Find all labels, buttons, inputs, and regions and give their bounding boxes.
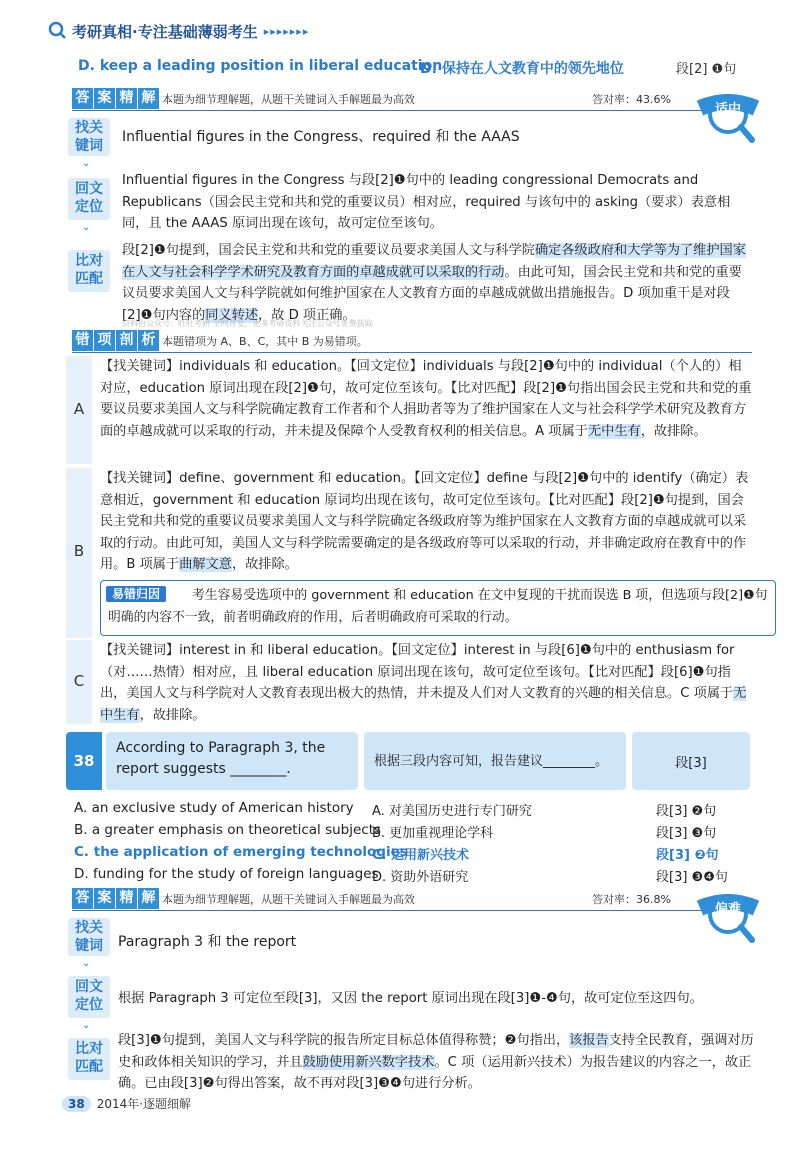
highlight: 无中生有 bbox=[587, 423, 641, 439]
option-row: D. funding for the study of foreign languages D. 资助外语研究 段[3] ❸❹句 bbox=[74, 866, 728, 885]
question-stem-en: According to Paragraph 3, the report suggests ________. bbox=[116, 740, 326, 777]
answer-analysis-bar: 答 案 精 解 bbox=[72, 888, 160, 909]
watermark-text: 资料由公众号：旺旺考研 全网首发，更多考研资料关注公众号免费获取 bbox=[122, 319, 373, 328]
page-number: 38 bbox=[62, 1096, 91, 1112]
option-row: B. a greater emphasis on theoretical subjects B. 更加重视理论学科 段[3] ❸句 bbox=[74, 822, 717, 841]
chevron-down-icon: ⌄ bbox=[82, 158, 91, 169]
step-tag-keywords: 找关键词 bbox=[68, 918, 110, 956]
option-b-analysis: 【找关键词】define、government 和 education。【回文定位】define 与段[2]❶句中的 identify（确定）表意相近，government 和 education 原词均出现在该句，故可定位至该句。【比对匹配】段[2]❶句提到，国会民主党和共和党的重要议员要求美国人文与科学院确定各级政府等为维护国家在人文教育方面的卓越成就可以采取的行动。由此可知，美国人文与科学院需要确定的是各级政府等可以采取的行动，并非确定政府在教育中的作用。B 项属于曲解文意，故排除。 bbox=[100, 471, 749, 572]
step-tag-match: 比对匹配 bbox=[68, 250, 110, 292]
step-text-match: 段[3]❶句提到，美国人文与科学院的报告所定目标总体值得称赞；❷句指出，该报告支持全民教育，强调对历史和政体相关知识的学习，并且鼓励使用新兴数字技术。C 项（运用新兴技术）为报告建议的内容之一，故正确。已由段[3]❷句得出答案，故不再对段[3]❸❹句进行分析。 bbox=[118, 1033, 754, 1091]
question-stem-cn: 根据三段内容可知，报告建议________。 bbox=[374, 754, 609, 769]
footer-title: 2014年·逐题细解 bbox=[96, 1097, 192, 1111]
prev-option-d-cn: D. 保持在人文教育中的领先地位 bbox=[420, 61, 624, 77]
step-text-keywords: Influential figures in the Congress、required 和 the AAAS bbox=[122, 129, 520, 145]
prev-option-d-en: D. keep a leading position in liberal education bbox=[78, 58, 443, 74]
divider-line bbox=[72, 910, 752, 911]
question-number: 38 bbox=[66, 732, 102, 790]
highlight: 鼓励使用新兴数字技术 bbox=[302, 1054, 435, 1070]
divider-line bbox=[72, 352, 752, 353]
step-text-locate: Influential figures in the Congress 与段[2]❶句中的 leading congressional Democrats and Republicans（国会民主党和共和党的重要议员）相对应，required 与该句中的 asking（要求）表意相同，且 the AAAS 原词出现在该句，故可定位至该句。 bbox=[122, 173, 731, 231]
option-letter-c: C bbox=[66, 640, 92, 724]
step-tag-keywords: 找关键词 bbox=[68, 118, 110, 156]
page-header bbox=[48, 18, 448, 44]
prev-option-d-ref: 段[2] ❶句 bbox=[676, 62, 737, 77]
step-text-locate: 根据 Paragraph 3 可定位至段[3]，又因 the report 原词出现在段[3]❶-❹句，故可定位至这四句。 bbox=[118, 991, 703, 1006]
highlight: 无中生有 bbox=[100, 686, 747, 723]
chevron-down-icon: ⌄ bbox=[82, 222, 91, 233]
option-letter-a: A bbox=[66, 356, 92, 464]
step-text-keywords: Paragraph 3 和 the report bbox=[118, 934, 297, 950]
option-row: A. an exclusive study of American history A. 对美国历史进行专门研究 段[3] ❷句 bbox=[74, 800, 717, 819]
search-icon bbox=[48, 21, 68, 41]
step-tag-match: 比对匹配 bbox=[68, 1038, 110, 1080]
option-row-correct: C. the application of emerging technologies C. 运用新兴技术 段[3] ❷句 bbox=[74, 844, 719, 863]
chevron-down-icon: ⌄ bbox=[82, 958, 91, 969]
error-cause-text: 考生容易受选项中的 government 和 education 在文中复现的干扰而误选 B 项，但选项与段[2]❶句明确的内容不一致，前者明确政府的作用，后者明确政府可采取的行动。 bbox=[108, 588, 768, 625]
step-text-match: 段[2]❶句提到，国会民主党和共和党的重要议员要求美国人文与科学院确定各级政府和大学等为了维护国家在人文与社会科学学术研究及教育方面的卓越成就可以采取的行动。由此可知，国会民主党和共和党的重要议员要求美国人文与科学院就如何维护国家在人文教育方面的卓越成就做出措施报告。D 项加重干是对段[2]❶句内容的同义转述，故 D 项正确。 bbox=[122, 243, 746, 323]
option-c-analysis: 【找关键词】interest in 和 liberal education。【回文定位】interest in 与段[6]❶句中的 enthusiasm for（对……热情）相对应，且 liberal education 原词出现在该句，故可定位至该句。【比对匹配】段[6]❶句指出，美国人文与科学院对人文教育表现出极大的热情，并未提及人们对人文教育的兴趣的相关信息。C 项属于无中生有，故排除。 bbox=[100, 643, 747, 723]
option-letter-b: B bbox=[66, 468, 92, 638]
analysis-note: 本题为细节理解题，从题干关键词入手解题最为高效 bbox=[162, 893, 415, 906]
brand-title: 考研真相·专注基础薄弱考生 bbox=[72, 22, 258, 41]
highlight: 确定各级政府和大学等为了维护国家在人文与社会科学学术研究及教育方面的卓越成就可以采取的行动 bbox=[122, 243, 746, 280]
page-footer bbox=[62, 1095, 191, 1112]
accuracy-rate: 答对率：43.6% bbox=[592, 93, 671, 106]
analysis-note: 本题为细节理解题，从题干关键词入手解题最为高效 bbox=[162, 93, 415, 106]
accuracy-rate: 答对率：36.8% bbox=[592, 893, 671, 906]
question-ref: 段[3] bbox=[675, 756, 707, 771]
highlight: 曲解文意 bbox=[179, 557, 232, 572]
highlight: 同义转述 bbox=[205, 307, 259, 323]
option-list bbox=[74, 800, 754, 888]
option-a-analysis: 【找关键词】individuals 和 education。【回文定位】individuals 与段[2]❶句中的 individual（个人的）相对应，education 原词出现在段[2]❶句，故可定位至该句。【比对匹配】段[2]❶句指出国会民主党和共和党的重要议员要求美国人文与科学院确定教育工作者和个人捐助者等为了维护国家在人文与社会科学学术研究及教育方面的卓越成就可以采取的行动，并未提及保障个人受教育权利的相关信息。A 项属于无中生有，故排除。 bbox=[100, 359, 752, 439]
step-tag-locate: 回文定位 bbox=[68, 976, 110, 1018]
error-note: 本题错项为 A、B、C，其中 B 为易错项。 bbox=[162, 335, 368, 348]
answer-analysis-bar: 答 案 精 解 bbox=[72, 88, 160, 109]
highlight: 该报告 bbox=[569, 1033, 609, 1048]
difficulty-text: 偏难 bbox=[714, 902, 741, 917]
error-cause-label: 易错归因 bbox=[106, 585, 166, 602]
step-tag-locate: 回文定位 bbox=[68, 178, 110, 220]
chevron-down-icon: ⌄ bbox=[82, 1020, 91, 1031]
header-arrows: ▸▸▸▸▸▸▸ bbox=[263, 24, 310, 38]
divider-line bbox=[72, 110, 752, 111]
difficulty-text: 适中 bbox=[714, 102, 741, 117]
wrong-option-bar: 错 项 剖 析 bbox=[72, 330, 160, 351]
